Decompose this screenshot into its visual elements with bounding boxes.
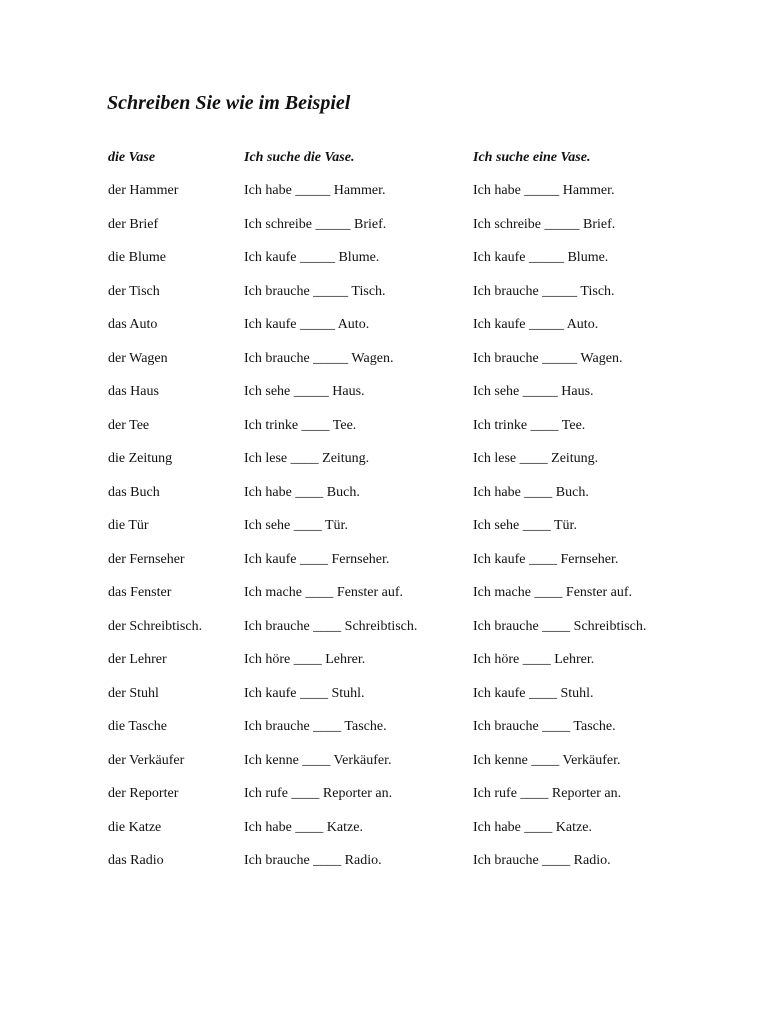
indefinite-sentence-cell: Ich brauche _____ Wagen.	[473, 350, 623, 366]
indefinite-sentence-cell: Ich mache ____ Fenster auf.	[473, 585, 632, 600]
indefinite-sentence-cell: Ich sehe _____ Haus.	[473, 384, 594, 399]
definite-sentence-cell: Ich habe _____ Hammer.	[244, 183, 386, 198]
example-header-row	[0, 150, 768, 168]
noun-cell: der Fernseher	[108, 551, 185, 567]
noun-cell: die Katze	[108, 819, 162, 835]
noun-cell: das Fenster	[108, 585, 172, 600]
definite-sentence-cell: Ich brauche ____ Radio.	[244, 853, 382, 868]
exercise-row	[0, 351, 768, 385]
exercise-row	[0, 451, 768, 485]
definite-sentence-cell: Ich lese ____ Zeitung.	[244, 451, 370, 466]
exercise-row	[0, 552, 768, 586]
exercise-row	[0, 217, 768, 251]
definite-sentence-cell: Ich sehe ____ Tür.	[244, 518, 348, 533]
noun-cell: der Verkäufer	[108, 752, 185, 768]
exercise-row	[0, 853, 768, 887]
indefinite-sentence-cell: Ich kaufe _____ Auto.	[473, 317, 599, 332]
noun-cell: die Tür	[108, 518, 149, 533]
indefinite-sentence-cell: Ich brauche _____ Tisch.	[473, 283, 615, 299]
noun-cell: das Buch	[108, 484, 160, 500]
indefinite-sentence-cell: Ich sehe ____ Tür.	[473, 518, 577, 533]
indefinite-sentence-cell: Ich kaufe ____ Stuhl.	[473, 685, 594, 701]
definite-sentence-cell: Ich kaufe _____ Auto.	[244, 317, 370, 332]
exercise-row	[0, 518, 768, 552]
indefinite-sentence-cell: Ich schreibe _____ Brief.	[473, 216, 616, 232]
indefinite-sentence-cell: Ich rufe ____ Reporter an.	[473, 786, 622, 801]
indefinite-sentence-cell: Ich brauche ____ Tasche.	[473, 719, 616, 734]
definite-sentence-cell: Ich brauche _____ Wagen.	[244, 350, 394, 366]
definite-sentence-cell: Ich rufe ____ Reporter an.	[244, 786, 393, 801]
definite-sentence-cell: Ich trinke ____ Tee.	[244, 417, 357, 433]
definite-sentence-cell: Ich sehe _____ Haus.	[244, 384, 365, 399]
definite-sentence-cell: Ich brauche _____ Tisch.	[244, 283, 386, 299]
definite-sentence-cell: Ich brauche ____ Schreibtisch.	[244, 618, 418, 634]
page-title: Schreiben Sie wie im Beispiel	[107, 92, 351, 114]
definite-sentence-cell: Ich habe ____ Buch.	[244, 484, 360, 500]
exercise-row	[0, 284, 768, 318]
exercise-row	[0, 418, 768, 452]
indefinite-sentence-cell: Ich lese ____ Zeitung.	[473, 451, 599, 466]
definite-sentence-cell: Ich mache ____ Fenster auf.	[244, 585, 403, 600]
exercise-row	[0, 585, 768, 619]
exercise-row	[0, 250, 768, 284]
indefinite-sentence-cell: Ich kaufe ____ Fernseher.	[473, 551, 619, 567]
example-definite-sentence: Ich suche die Vase.	[244, 150, 355, 165]
example-indefinite-sentence: Ich suche eine Vase.	[473, 150, 591, 165]
example-noun: die Vase	[108, 150, 156, 165]
definite-sentence-cell: Ich schreibe _____ Brief.	[244, 216, 387, 232]
indefinite-sentence-cell: Ich brauche ____ Radio.	[473, 853, 611, 868]
exercise-row	[0, 686, 768, 720]
noun-cell: die Tasche	[108, 719, 168, 734]
noun-cell: der Schreibtisch.	[108, 618, 203, 634]
noun-cell: der Reporter	[108, 786, 179, 801]
noun-cell: der Tee	[108, 417, 150, 433]
indefinite-sentence-cell: Ich kenne ____ Verkäufer.	[473, 752, 621, 768]
noun-cell: der Brief	[108, 216, 159, 232]
indefinite-sentence-cell: Ich kaufe _____ Blume.	[473, 250, 609, 265]
exercise-row	[0, 317, 768, 351]
noun-cell: der Lehrer	[108, 652, 167, 667]
noun-cell: das Auto	[108, 317, 158, 332]
indefinite-sentence-cell: Ich brauche ____ Schreibtisch.	[473, 618, 647, 634]
noun-cell: der Wagen	[108, 350, 168, 366]
indefinite-sentence-cell: Ich habe _____ Hammer.	[473, 183, 615, 198]
noun-cell: der Hammer	[108, 183, 179, 198]
noun-cell: der Tisch	[108, 283, 160, 299]
exercise-rows	[0, 183, 768, 887]
definite-sentence-cell: Ich höre ____ Lehrer.	[244, 652, 366, 667]
exercise-row	[0, 619, 768, 653]
noun-cell: die Blume	[108, 250, 166, 265]
noun-cell: das Radio	[108, 853, 164, 868]
exercise-row	[0, 384, 768, 418]
indefinite-sentence-cell: Ich habe ____ Buch.	[473, 484, 589, 500]
indefinite-sentence-cell: Ich trinke ____ Tee.	[473, 417, 586, 433]
exercise-row	[0, 485, 768, 519]
definite-sentence-cell: Ich habe ____ Katze.	[244, 819, 363, 835]
exercise-row	[0, 183, 768, 217]
noun-cell: die Zeitung	[108, 451, 173, 466]
exercise-row	[0, 820, 768, 854]
definite-sentence-cell: Ich kaufe _____ Blume.	[244, 250, 380, 265]
definite-sentence-cell: Ich kaufe ____ Stuhl.	[244, 685, 365, 701]
exercise-row	[0, 652, 768, 686]
noun-cell: der Stuhl	[108, 685, 159, 701]
exercise-row	[0, 786, 768, 820]
definite-sentence-cell: Ich kenne ____ Verkäufer.	[244, 752, 392, 768]
definite-sentence-cell: Ich kaufe ____ Fernseher.	[244, 551, 390, 567]
indefinite-sentence-cell: Ich höre ____ Lehrer.	[473, 652, 595, 667]
indefinite-sentence-cell: Ich habe ____ Katze.	[473, 819, 592, 835]
definite-sentence-cell: Ich brauche ____ Tasche.	[244, 719, 387, 734]
noun-cell: das Haus	[108, 384, 159, 399]
exercise-row	[0, 753, 768, 787]
exercise-row	[0, 719, 768, 753]
